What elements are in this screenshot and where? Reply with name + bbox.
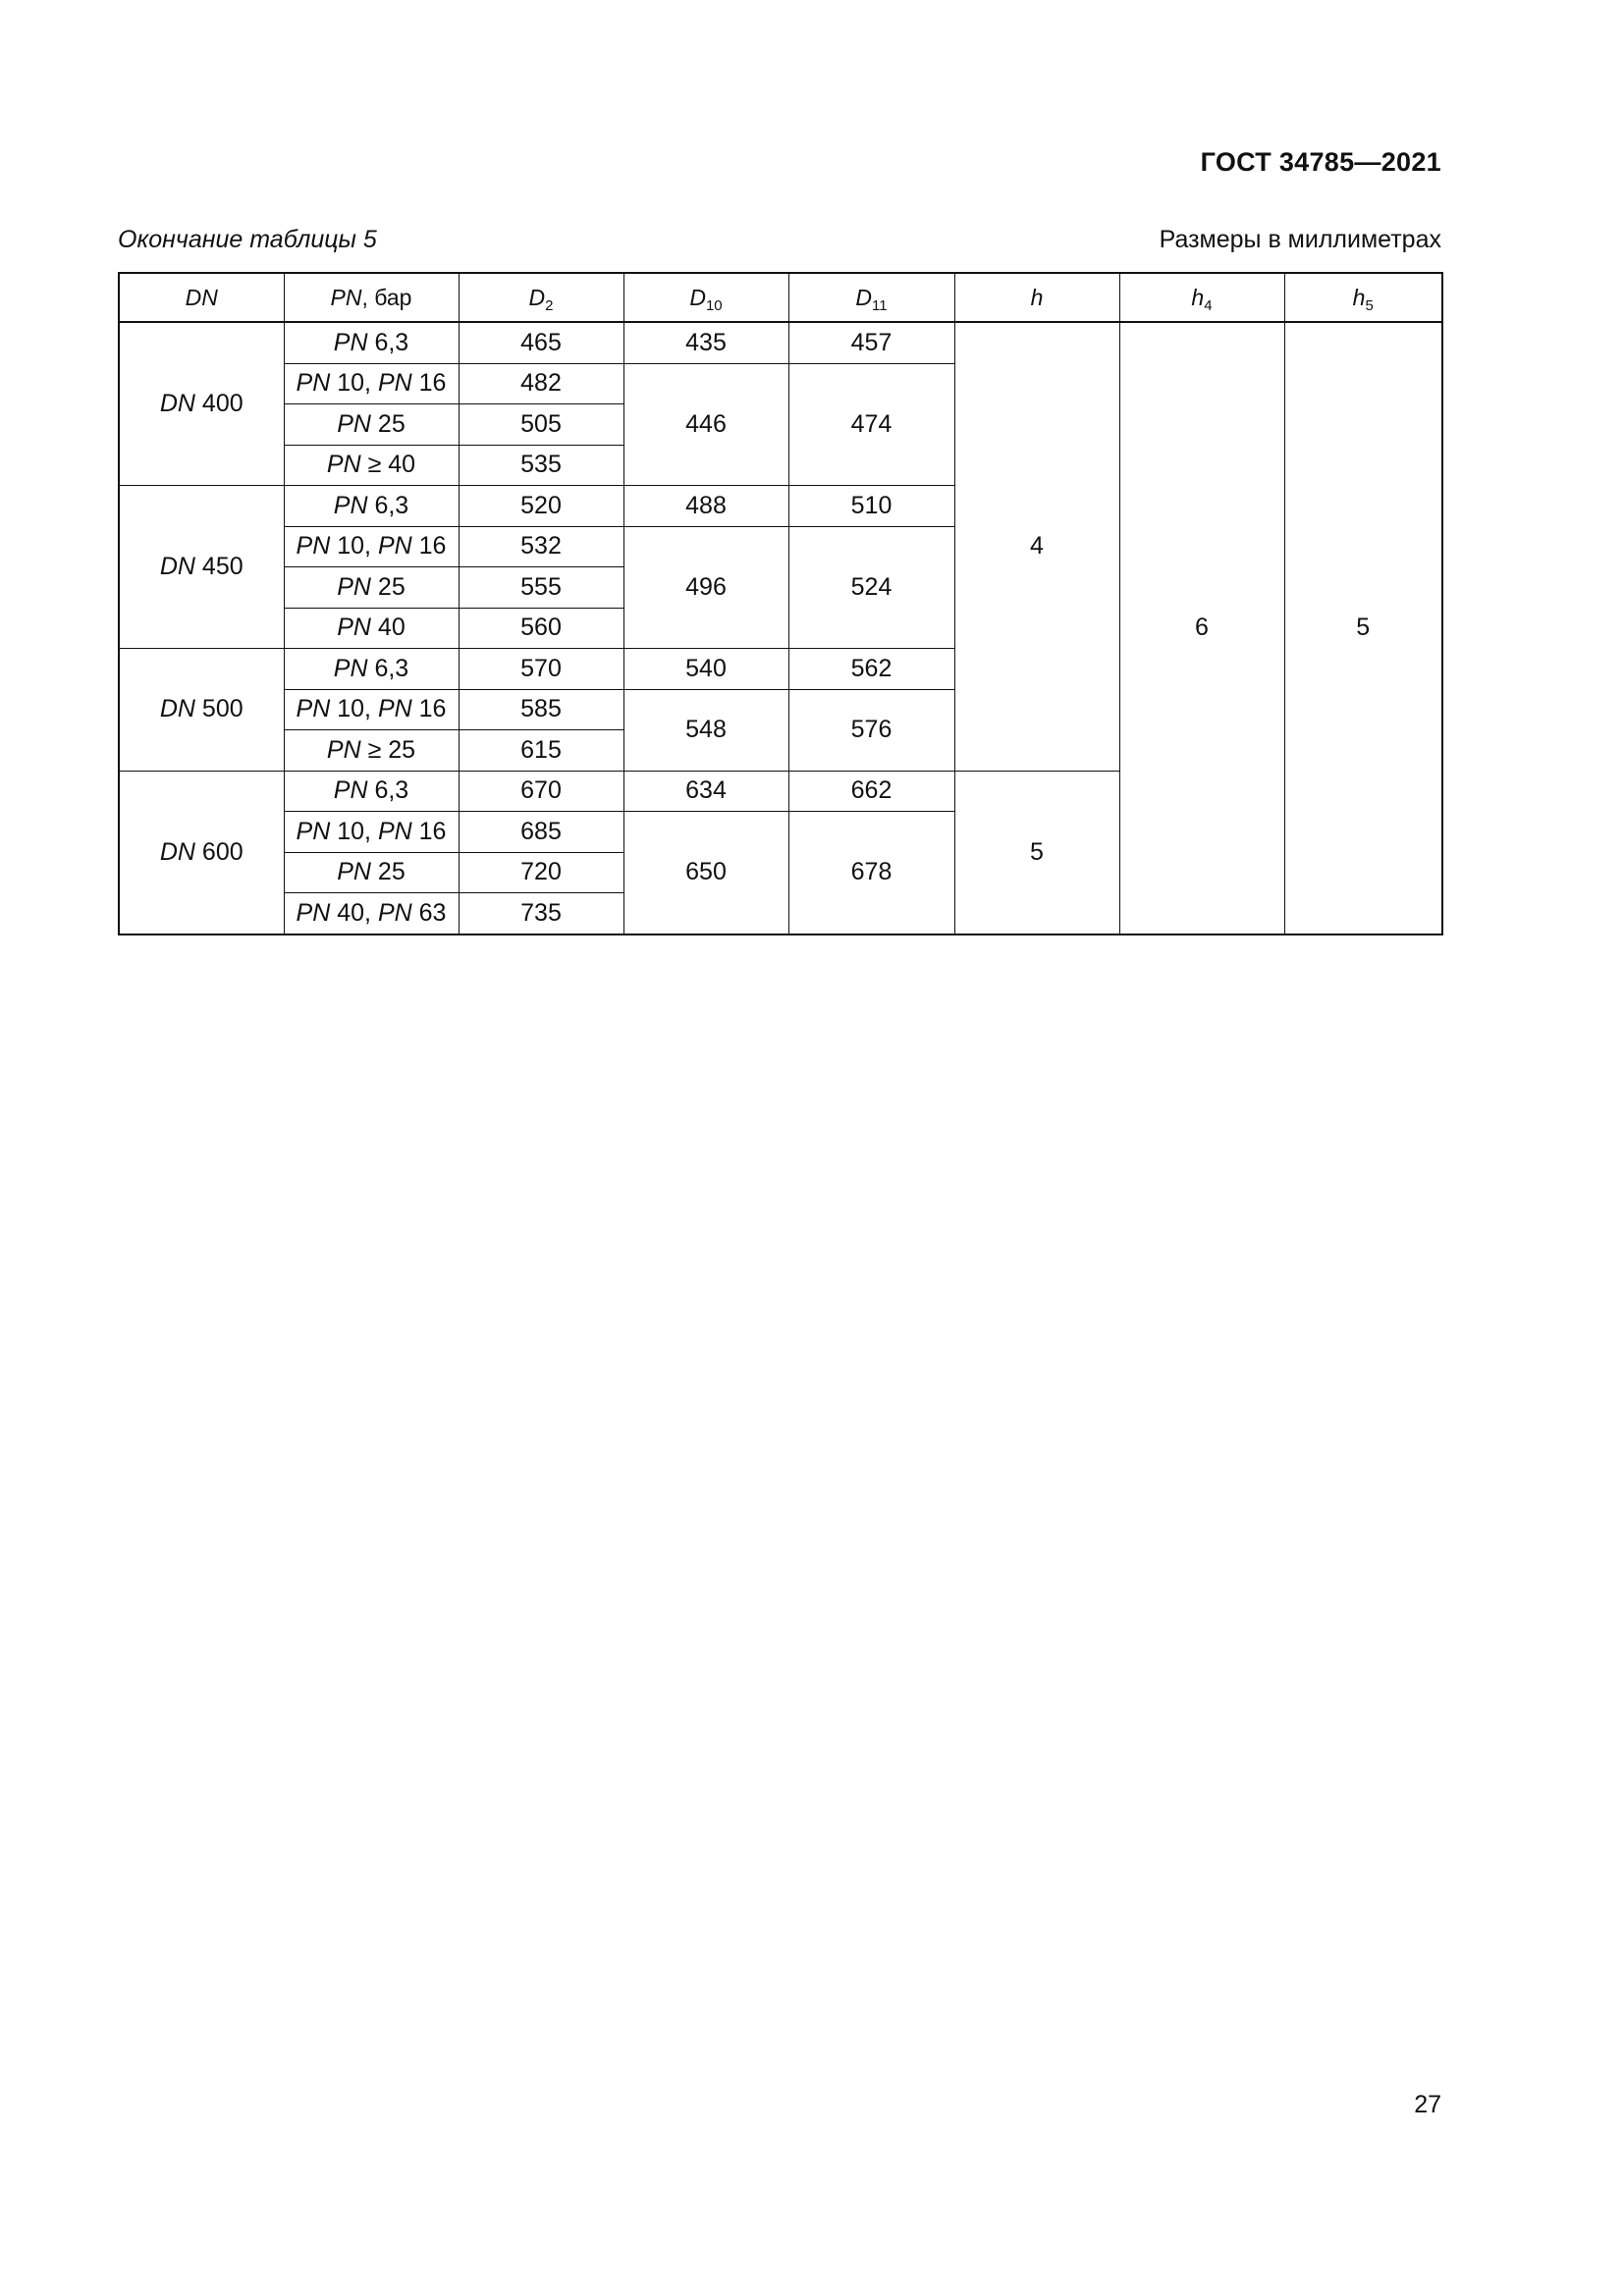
- table-caption-row: [118, 226, 1441, 254]
- d11-cell: 562: [788, 649, 954, 690]
- d2-cell: 670: [459, 771, 623, 812]
- pn-cell: PN 40: [284, 608, 459, 649]
- pn-cell: PN 25: [284, 852, 459, 893]
- d2-cell: 555: [459, 567, 623, 609]
- d11-cell-merged: 524: [788, 526, 954, 649]
- page-number: 27: [1414, 2091, 1441, 2118]
- header-h4: $h_4$: [1119, 273, 1284, 322]
- pn-cell: PN 10, PN 16: [284, 526, 459, 567]
- d2-cell: 520: [459, 486, 623, 527]
- h-cell-merged: 5: [954, 771, 1119, 934]
- d10-cell: 488: [623, 486, 788, 527]
- d2-cell: 535: [459, 445, 623, 486]
- d11-cell: 662: [788, 771, 954, 812]
- pn-cell: PN ≥ 25: [284, 730, 459, 772]
- pn-cell: PN 10, PN 16: [284, 812, 459, 853]
- d10-cell: 435: [623, 322, 788, 363]
- pn-cell: PN 6,3: [284, 771, 459, 812]
- dn-cell: DN 600: [119, 771, 284, 934]
- header-h: h: [954, 273, 1119, 322]
- table-row: [119, 322, 1442, 363]
- header-pn: PN, бар: [284, 273, 459, 322]
- pn-cell: PN 10, PN 16: [284, 689, 459, 730]
- d2-cell: 560: [459, 608, 623, 649]
- d11-cell-merged: 576: [788, 689, 954, 771]
- pn-cell: PN 40, PN 63: [284, 893, 459, 934]
- pn-cell: PN 10, PN 16: [284, 363, 459, 404]
- table-continuation-caption: Окончание таблицы 5: [118, 226, 377, 253]
- d11-cell-merged: 474: [788, 363, 954, 486]
- d11-cell: 510: [788, 486, 954, 527]
- d10-cell-merged: 446: [623, 363, 788, 486]
- d2-cell: 685: [459, 812, 623, 853]
- d2-cell: 570: [459, 649, 623, 690]
- dimensions-table: [118, 272, 1443, 935]
- d2-cell: 482: [459, 363, 623, 404]
- document-code: ГОСТ 34785—2021: [1200, 147, 1441, 177]
- d2-cell: 735: [459, 893, 623, 934]
- h-cell-merged: 4: [954, 322, 1119, 771]
- d10-cell-merged: 496: [623, 526, 788, 649]
- d2-cell: 615: [459, 730, 623, 772]
- d2-cell: 505: [459, 404, 623, 446]
- d10-cell-merged: 548: [623, 689, 788, 771]
- pn-cell: PN ≥ 40: [284, 445, 459, 486]
- header-d2: $D_2$: [459, 273, 623, 322]
- header-dn: DN: [119, 273, 284, 322]
- dn-cell: DN 400: [119, 322, 284, 486]
- pn-cell: PN 25: [284, 567, 459, 609]
- pn-cell: PN 6,3: [284, 649, 459, 690]
- pn-cell: PN 6,3: [284, 486, 459, 527]
- units-caption: Размеры в миллиметрах: [1159, 226, 1441, 253]
- d11-cell-merged: 678: [788, 812, 954, 934]
- h4-cell-merged: 6: [1119, 322, 1284, 934]
- d2-cell: 532: [459, 526, 623, 567]
- d2-cell: 585: [459, 689, 623, 730]
- header-h5: $h_5$: [1284, 273, 1442, 322]
- d10-cell-merged: 650: [623, 812, 788, 934]
- dn-cell: DN 450: [119, 486, 284, 649]
- pn-cell: PN 25: [284, 404, 459, 446]
- h5-cell-merged: 5: [1284, 322, 1442, 934]
- dn-cell: DN 500: [119, 649, 284, 772]
- header-d11: $D_{11}$: [788, 273, 954, 322]
- d10-cell: 634: [623, 771, 788, 812]
- d11-cell: 457: [788, 322, 954, 363]
- d2-cell: 720: [459, 852, 623, 893]
- pn-cell: PN 6,3: [284, 322, 459, 363]
- table-header-row: [119, 273, 1442, 322]
- d10-cell: 540: [623, 649, 788, 690]
- header-d10: $D_{10}$: [623, 273, 788, 322]
- d2-cell: 465: [459, 322, 623, 363]
